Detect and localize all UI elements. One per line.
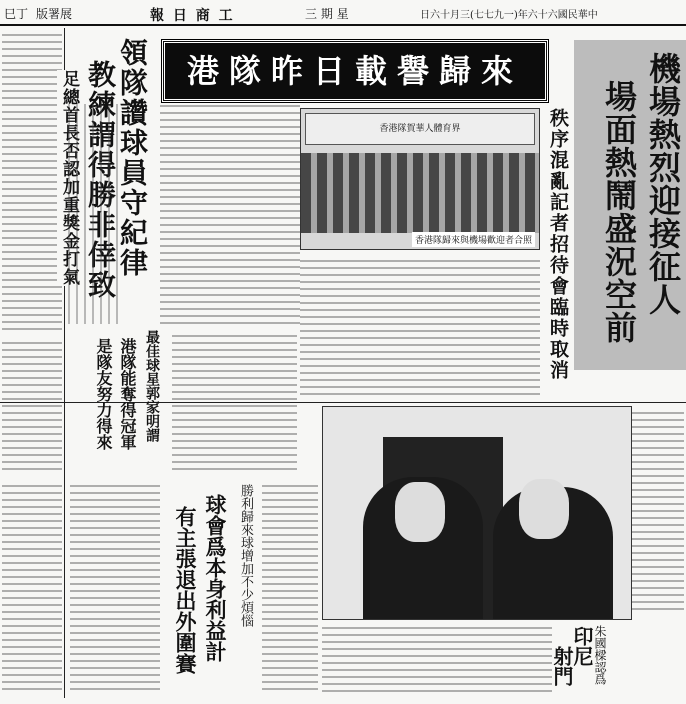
banner-headline: 港隊昨日載譽歸來 <box>186 52 523 90</box>
text-column-left-edge-2 <box>2 340 62 470</box>
article-body-right <box>300 255 540 395</box>
left-headline-1: 領隊讚球員守紀律 <box>116 38 149 278</box>
left-subhead: 足總首長否認加重獎金打氣 <box>57 70 82 286</box>
mid-headline-1: 最佳球星郭家明謂 <box>144 330 160 442</box>
text-column-left-edge <box>2 30 62 330</box>
bottom-right-headline-1: 印尼 <box>570 626 594 666</box>
team-players <box>301 153 539 233</box>
article-body-far-right <box>632 410 684 610</box>
date-line: 日六十月三(七七九一)年六十六國民華中 <box>420 10 598 21</box>
article-body-bottom-mid <box>262 480 318 690</box>
bottom-kicker: 勝利歸來球增加不少煩惱 <box>238 484 253 627</box>
weekday: 三 期 星 <box>305 7 349 21</box>
right-headline-1: 機場熱烈迎接征人 <box>644 52 682 316</box>
left-headline-2: 教練謂得勝非倖致 <box>84 60 117 300</box>
article-body-bottom-left <box>70 480 160 690</box>
bottom-right-headline-2: 射門 <box>550 646 574 686</box>
right-subhead: 秩序混亂記者招待會臨時取消 <box>547 108 569 381</box>
text-column-left-edge-3 <box>2 480 62 690</box>
section-label: 巳丁 <box>4 7 29 21</box>
bottom-headline-1: 球會爲本身利益計 <box>203 494 228 662</box>
article-body-left <box>68 104 118 324</box>
masthead <box>0 0 686 26</box>
photo-caption: 香港隊歸來與機場歡迎者合照 <box>412 232 535 247</box>
article-body-bottom-right <box>322 622 552 692</box>
right-headline-2: 場面熱鬧盛況空前 <box>600 80 638 344</box>
players-arrival-photo <box>322 406 632 620</box>
bottom-headline-2: 有主張退出外圍賽 <box>173 506 198 674</box>
page-label: 版署展 <box>36 7 73 21</box>
paper-name: 報 日 商 工 <box>150 8 235 24</box>
bottom-right-kicker: 朱國樑認爲 <box>593 625 607 685</box>
article-body-mid <box>172 330 297 470</box>
player-1-face <box>395 482 445 542</box>
mid-headline-2: 港隊能奪得冠軍 <box>118 338 137 450</box>
banner-box <box>162 40 548 102</box>
team-group-photo <box>300 108 540 250</box>
article-body-left-mid <box>160 104 300 324</box>
player-2-face <box>519 479 569 539</box>
photo-banner: 香港隊賀華人體育界 <box>305 113 535 145</box>
mid-headline-3: 是隊友努力得來 <box>94 338 113 450</box>
